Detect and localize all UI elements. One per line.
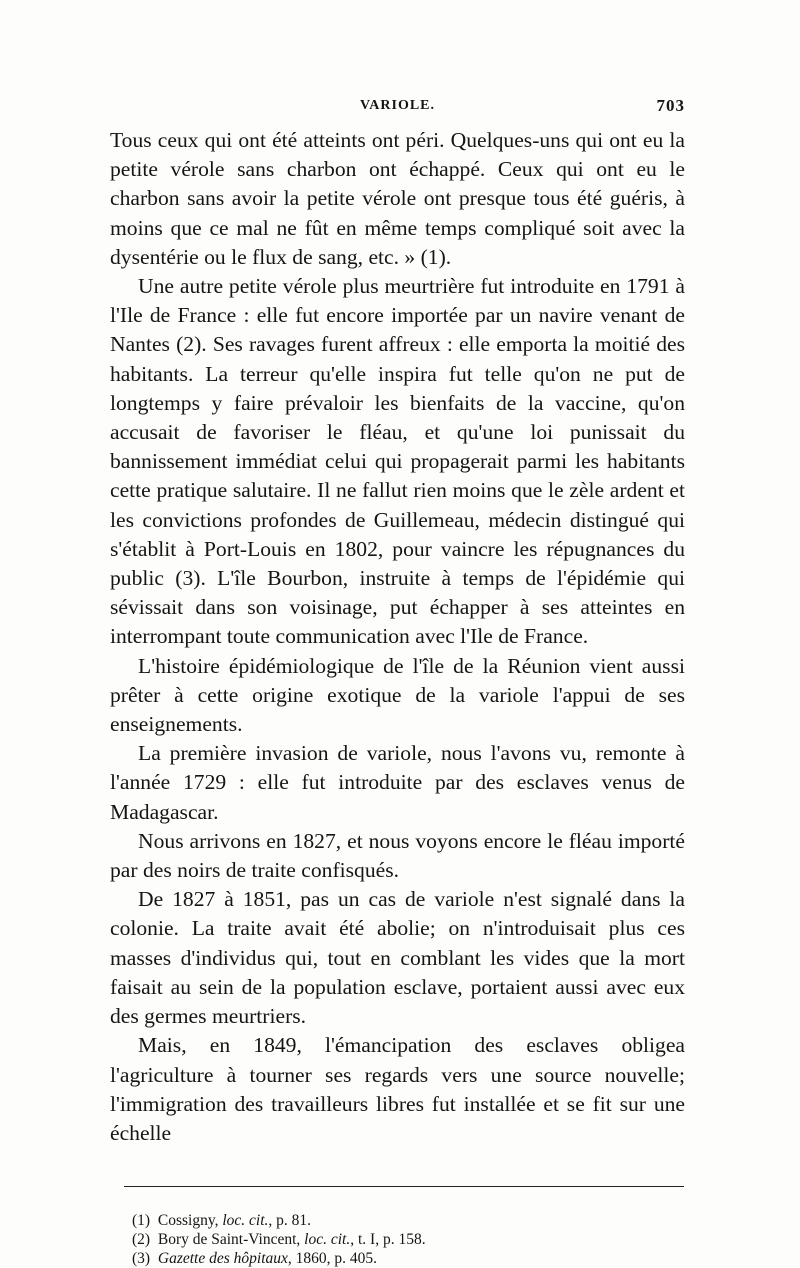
footnote-number: (1): [132, 1212, 151, 1230]
page-number: 703: [656, 96, 685, 115]
body-text: [110, 126, 685, 1148]
book-page: [110, 90, 685, 1268]
footnote-detail: , p. 81.: [268, 1212, 312, 1230]
paragraph: La première invasion de variole, nous l'avons vu, remonte à l'année 1729 : elle fut introduite par des esclaves venus de Madagascar.: [110, 741, 685, 824]
paragraph: Tous ceux qui ont été atteints ont péri. Quelques-uns qui ont eu la petite vérole sans charbon ont échappé. Ceux qui ont eu le charbon sans avoir la petite vérole ont presque tous été guéris, à moins que ce mal ne fût en même temps compliqué soit avec la dysentérie ou le flux de sang, etc. » (1).: [110, 128, 685, 269]
footnote-detail: , t. I, p. 158.: [350, 1231, 426, 1249]
footnote-reference: loc. cit.: [304, 1231, 351, 1249]
footnote-reference: loc. cit.: [222, 1212, 269, 1230]
footnote-number: (3): [132, 1250, 151, 1268]
footnote: [132, 1249, 685, 1268]
paragraph: De 1827 à 1851, pas un cas de variole n'est signalé dans la colonie. La traite avait été abolie; on n'introduisait plus ces masses d'individus qui, tout en comblant les vides que la mort faisait au sein de la population esclave, portaient aussi avec eux des germes meurtriers.: [110, 887, 685, 1029]
footnote-author: Bory de Saint-Vincent,: [157, 1231, 301, 1249]
footnote: [132, 1211, 685, 1230]
footnote-number: (2): [132, 1231, 151, 1249]
page-header: [110, 90, 685, 126]
running-head: VARIOLE.: [359, 98, 436, 113]
footnotes: [132, 1211, 685, 1268]
paragraph: L'histoire épidémiologique de l'île de la Réunion vient aussi prêter à cette origine exotique de la variole l'appui de ses enseignements.: [110, 653, 685, 737]
footnote-reference: Gazette des hôpitaux: [157, 1250, 288, 1268]
footnote-rule: [124, 1186, 684, 1187]
footnote-author: Cossigny,: [157, 1212, 219, 1230]
paragraph: Mais, en 1849, l'émancipation des esclaves obligea l'agriculture à tourner ses regards vers une source nouvelle; l'immigration des travailleurs libres fut installée et se fit sur une échelle: [110, 1033, 685, 1145]
paragraph: Nous arrivons en 1827, et nous voyons encore le fléau importé par des noirs de traite confisqués.: [110, 828, 685, 883]
footnote: [132, 1230, 685, 1249]
footnote-detail: , 1860, p. 405.: [287, 1250, 378, 1268]
paragraph: Une autre petite vérole plus meurtrière fut introduite en 1791 à l'Ile de France : elle fut encore importée par un navire venant de Nantes (2). Ses ravages furent affreux : elle emporta la moitié des habitants. La terreur qu'elle inspira fut telle qu'on ne put de longtemps y faire prévaloir les bienfaits de la vaccine, qu'on accusait de favoriser le fléau, et qu'une loi punissait du bannissement immédiat celui qui propagerait parmi les habitants cette pratique salutaire. Il ne fallut rien moins que le zèle ardent et les convictions profondes de Guillemeau, médecin distingué qui s'établit à Port-Louis en 1802, pour vaincre les répugnances du public (3). L'île Bourbon, instruite à temps de l'épidémie qui sévissait dans son voisinage, put échapper à ses atteintes en interrompant toute communication avec l'Ile de France.: [110, 274, 685, 649]
